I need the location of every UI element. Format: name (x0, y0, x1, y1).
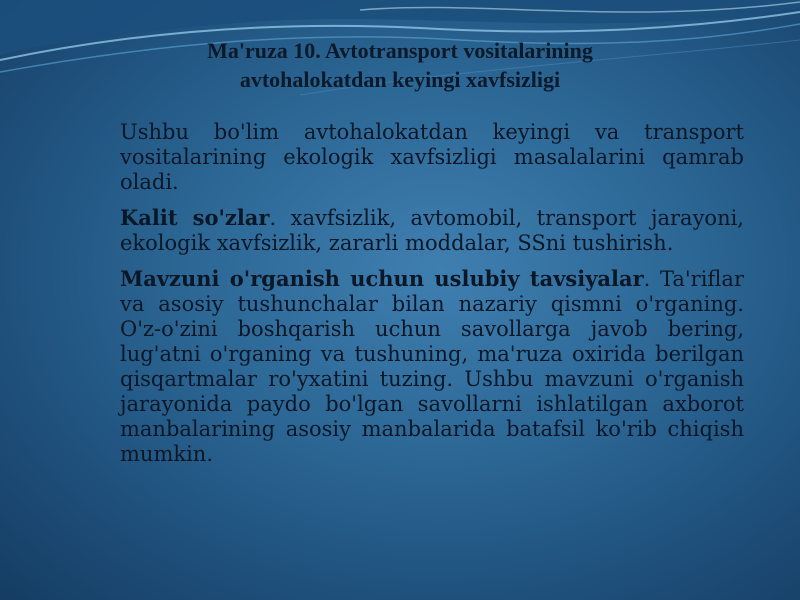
method-paragraph (120, 266, 744, 467)
method-text: . Ta'riflar va asosiy tushunchalar bilan nazariy qismni o'rganing. O'z-o'zini boshqarish uchun savollarga javob bering, lug'atni o'rganing va tushuning, ma'ruza oxirida berilgan qisqartmalar ro'yxatini tuzing. Ushbu mavzuni o'rganish jarayonida paydo bo'lgan savollarni ishlatilgan axborot manbalarining asosiy manbalarida batafsil ko'rib chiqish mumkin. (120, 267, 744, 466)
keywords-text: . xavfsizlik, avtomobil, transport jarayoni, ekologik xavfsizlik, zararli moddalar, SSni tushirish. (120, 206, 744, 255)
slide-title (100, 36, 700, 94)
slide-body (120, 120, 744, 477)
title-line-2: avtohalokatdan keyingi xavfsizligi (239, 67, 561, 92)
keywords-label: Kalit so'zlar (120, 205, 270, 230)
title-line-1: Ma'ruza 10. Avtotransport vositalarining (207, 38, 593, 63)
intro-paragraph (120, 120, 744, 195)
method-label: Mavzuni o'rganish uchun uslubiy tavsiyalar (120, 266, 644, 291)
keywords-paragraph (120, 205, 744, 256)
intro-text: Ushbu bo'lim avtohalokatdan keyingi va transport vositalarining ekologik xavfsizligi masalalarini qamrab oladi. (120, 120, 744, 194)
